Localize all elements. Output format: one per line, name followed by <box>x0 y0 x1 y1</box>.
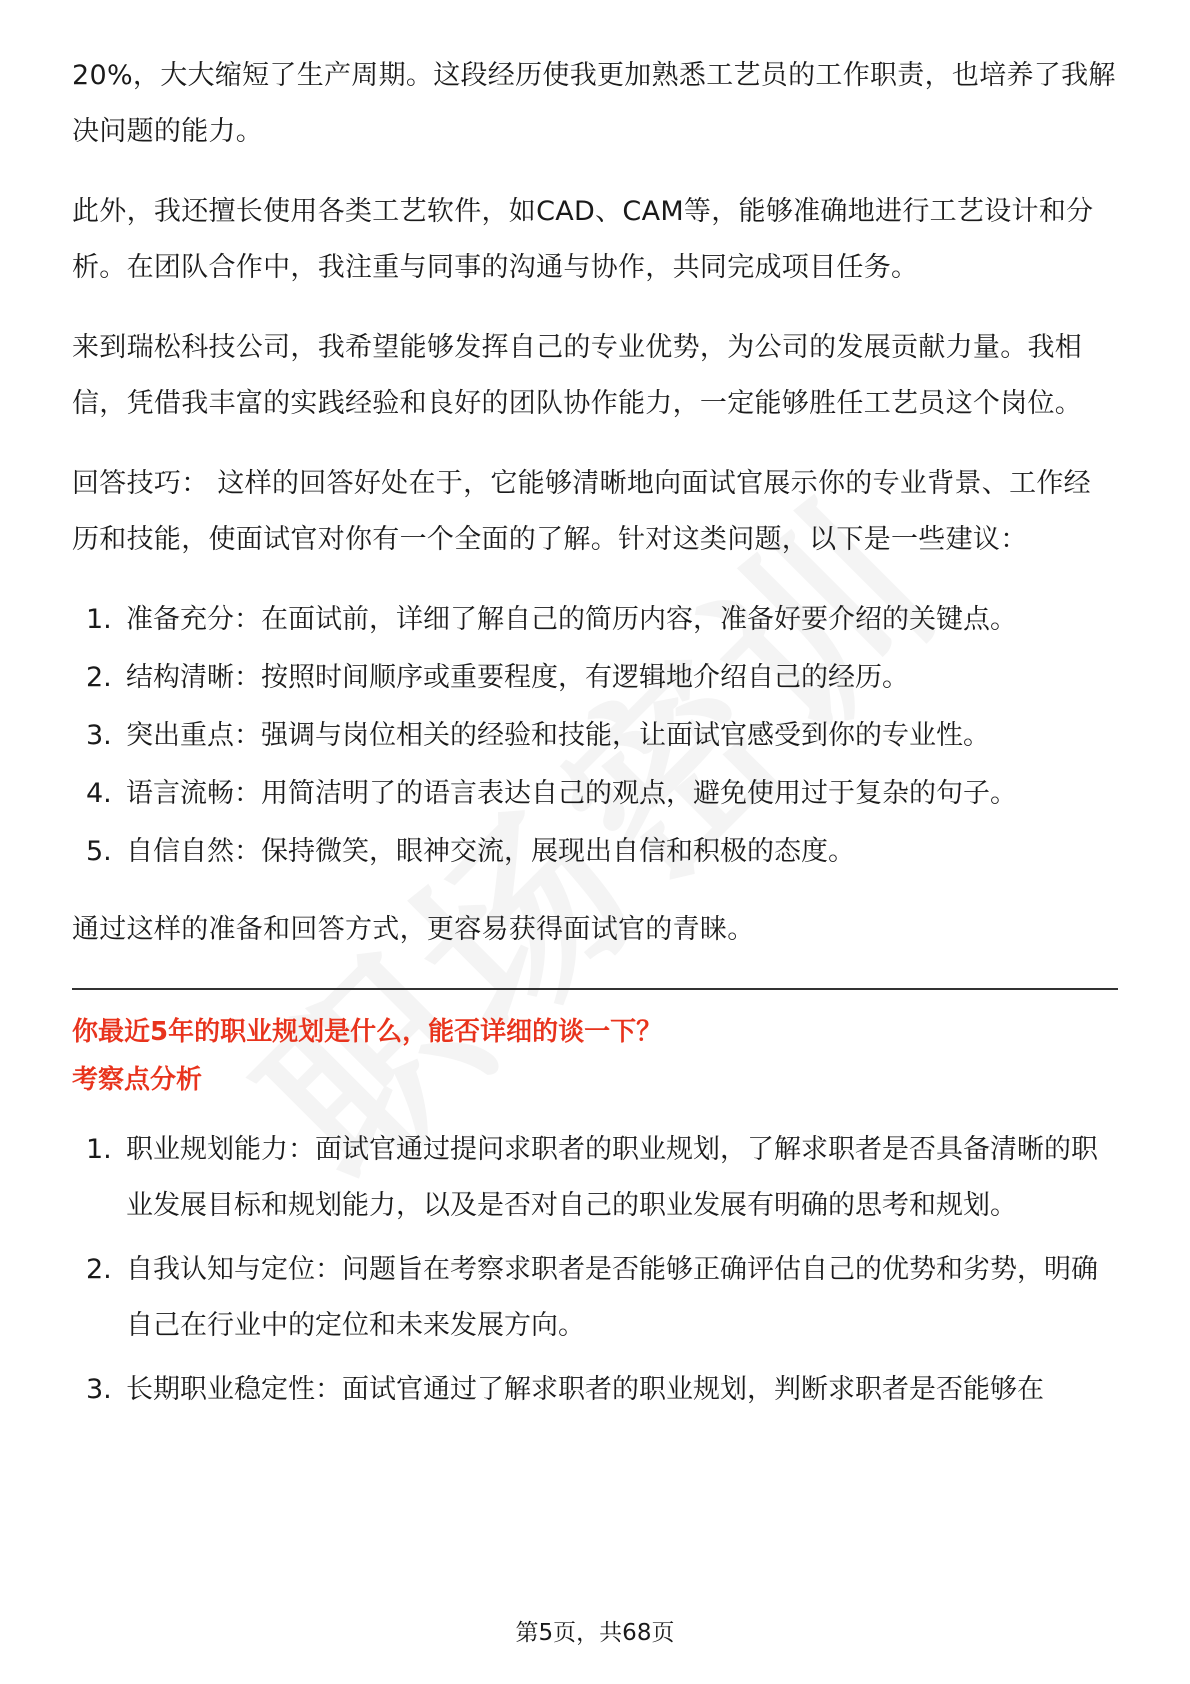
list-item <box>72 1242 1118 1354</box>
list-number: 3. <box>86 1374 112 1405</box>
paragraph-motivation: 来到瑞松科技公司，我希望能够发挥自己的专业优势，为公司的发展贡献力量。我相信，凭借我丰富的实践经验和良好的团队协作能力，一定能够胜任工艺员这个岗位。 <box>72 332 1083 419</box>
analysis-title: 考察点分析 <box>72 1065 203 1095</box>
list-number: 2. <box>86 1254 112 1285</box>
page-footer: 第5页，共68页 <box>515 1620 675 1646</box>
paragraph-experience: 20%，大大缩短了生产周期。这段经历使我更加熟悉工艺员的工作职责，也培养了我解决问题的能力。 <box>72 60 1116 147</box>
list-item-text: 自信自然：保持微笑，眼神交流，展现出自信和积极的态度。 <box>126 836 855 867</box>
paragraph-conclusion: 通过这样的准备和回答方式，更容易获得面试官的青睐。 <box>72 914 755 945</box>
document-page <box>72 48 1118 1426</box>
analysis-list <box>72 1122 1118 1418</box>
paragraph-software-skills: 此外，我还擅长使用各类工艺软件，如CAD、CAM等，能够准确地进行工艺设计和分析。在团队合作中，我注重与同事的沟通与协作，共同完成项目任务。 <box>72 196 1094 283</box>
list-item <box>72 824 1118 880</box>
list-item-text: 自我认知与定位：问题旨在考察求职者是否能够正确评估自己的优势和劣势，明确自己在行业中的定位和未来发展方向。 <box>126 1254 1098 1341</box>
question-title: 你最近5年的职业规划是什么，能否详细的谈一下？ <box>72 1017 663 1047</box>
list-item <box>72 592 1118 648</box>
list-item-text: 结构清晰：按照时间顺序或重要程度，有逻辑地介绍自己的经历。 <box>126 662 909 693</box>
tips-list <box>72 592 1118 880</box>
list-item-text: 长期职业稳定性：面试官通过了解求职者的职业规划，判断求职者是否能够在 <box>126 1374 1044 1405</box>
list-item <box>72 1362 1118 1418</box>
list-item-text: 职业规划能力：面试官通过提问求职者的职业规划，了解求职者是否具备清晰的职业发展目标和规划能力，以及是否对自己的职业发展有明确的思考和规划。 <box>126 1134 1098 1221</box>
list-item-text: 准备充分：在面试前，详细了解自己的简历内容，准备好要介绍的关键点。 <box>126 604 1017 635</box>
list-item <box>72 708 1118 764</box>
section-divider <box>72 988 1118 990</box>
list-number: 1. <box>86 1134 112 1165</box>
list-item <box>72 650 1118 706</box>
list-number: 5. <box>86 836 112 867</box>
paragraph-answer-tips: 回答技巧： 这样的回答好处在于，它能够清晰地向面试官展示你的专业背景、工作经历和技能，使面试官对你有一个全面的了解。针对这类问题，以下是一些建议： <box>72 468 1091 555</box>
list-number: 4. <box>86 778 112 809</box>
list-item-text: 语言流畅：用简洁明了的语言表达自己的观点，避免使用过于复杂的句子。 <box>126 778 1017 809</box>
list-item <box>72 1122 1118 1234</box>
list-item <box>72 766 1118 822</box>
list-number: 1. <box>86 604 112 635</box>
list-number: 3. <box>86 720 112 751</box>
list-item-text: 突出重点：强调与岗位相关的经验和技能，让面试官感受到你的专业性。 <box>126 720 990 751</box>
list-number: 2. <box>86 662 112 693</box>
